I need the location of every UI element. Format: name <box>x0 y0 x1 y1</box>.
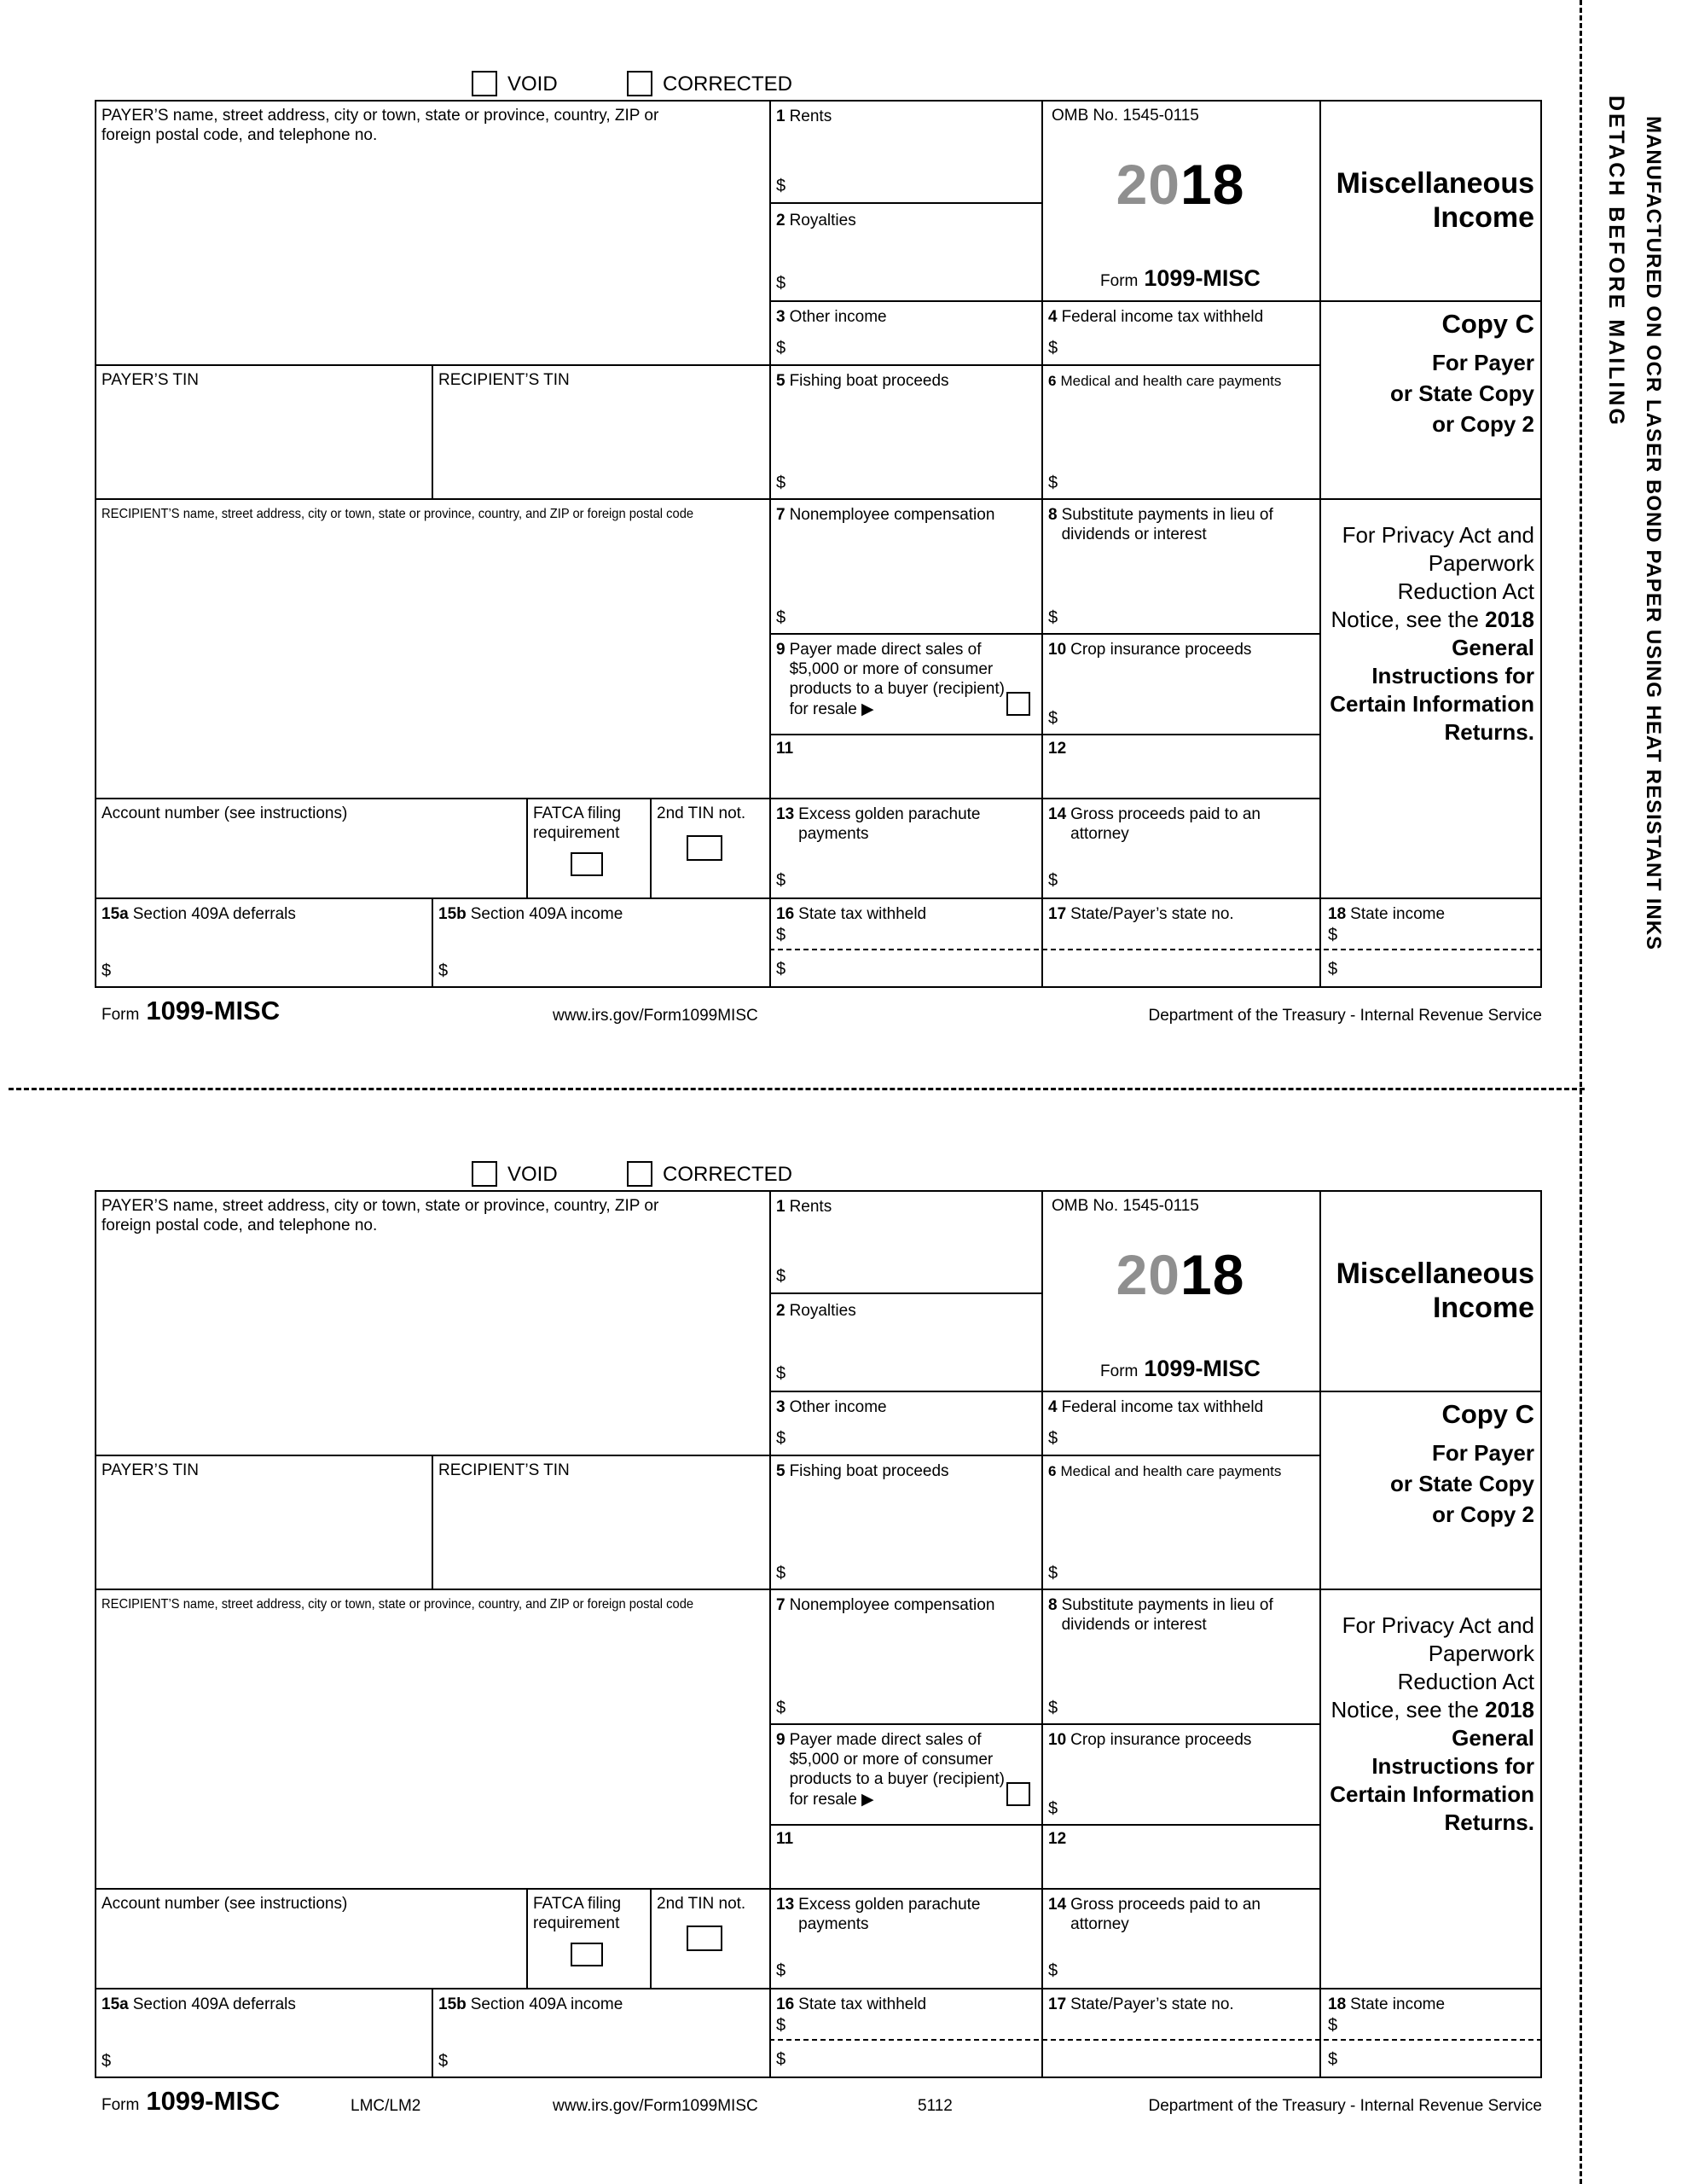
box13-text: Excess golden parachute payments <box>798 1896 981 1934</box>
copy-line: or Copy 2 <box>1432 1501 1534 1527</box>
corrected-checkbox[interactable] <box>627 71 652 96</box>
copy-line: or State Copy <box>1389 1470 1534 1496</box>
box9-number: 9 <box>776 1731 786 1749</box>
payer-tin-label: PAYER’S TIN <box>101 371 200 389</box>
copy-title: Copy C <box>1441 309 1534 339</box>
box3-label <box>776 307 1032 327</box>
grid-line <box>432 1988 433 2078</box>
state-entry-dashed-line <box>769 949 1542 950</box>
form-title-line2: Income <box>1432 1292 1534 1325</box>
dollar-sign: $ <box>776 339 786 357</box>
copy-title: Copy C <box>1441 1399 1534 1429</box>
box6-text: Medical and health care payments <box>1060 373 1282 389</box>
tax-year <box>1041 153 1319 216</box>
copy-line: For Payer <box>1432 1440 1534 1466</box>
box18-text: State income <box>1350 1995 1446 2013</box>
box15b-number: 15b <box>438 905 467 923</box>
box10-number: 10 <box>1048 641 1067 659</box>
box8-text: Substitute payments in lieu of dividends or interest <box>1061 506 1273 544</box>
fatca-label: FATCA filing requirement <box>533 804 622 842</box>
dollar-sign: $ <box>776 1429 786 1448</box>
box10-text: Crop insurance proceeds <box>1070 1731 1252 1749</box>
form-number-header <box>1041 1356 1319 1382</box>
box7-number: 7 <box>776 1596 786 1614</box>
second-tin-checkbox[interactable] <box>687 1926 722 1951</box>
box14-label <box>1048 1895 1287 1934</box>
privacy-notice <box>1323 1612 1534 1837</box>
box15a-label <box>101 904 417 924</box>
omb-number: OMB No. 1545-0115 <box>1052 107 1199 125</box>
grid-line <box>1319 100 1321 988</box>
box16-label <box>776 904 1032 924</box>
dollar-sign: $ <box>776 1961 786 1980</box>
box4-number: 4 <box>1048 1398 1058 1416</box>
box8-label <box>1048 1595 1311 1635</box>
box12-number: 12 <box>1048 1830 1067 1848</box>
grid-line <box>432 1455 433 1589</box>
box10-number: 10 <box>1048 1731 1067 1749</box>
box6-number: 6 <box>1048 373 1057 389</box>
footer-form-word: Form <box>101 1006 140 1024</box>
box5-label <box>776 1461 1032 1481</box>
box2-text: Royalties <box>789 1302 856 1320</box>
form-number: 1099-MISC <box>1144 1356 1261 1381</box>
dollar-sign: $ <box>1328 960 1338 979</box>
box3-label <box>776 1397 1032 1417</box>
void-label: VOID <box>507 1163 558 1186</box>
box16-number: 16 <box>776 905 795 923</box>
box17-number: 17 <box>1048 905 1067 923</box>
dollar-sign: $ <box>1048 1564 1058 1583</box>
box5-label <box>776 371 1032 391</box>
box9-text: Payer made direct sales of $5,000 or more of consumer products to a buyer (recipient) for resale ▶ <box>789 641 1005 718</box>
box6-label <box>1048 373 1314 391</box>
payer-tin-label: PAYER’S TIN <box>101 1461 200 1479</box>
privacy-bold-text: 2018 General Instructions for Certain Information Returns. <box>1330 1697 1534 1836</box>
box15b-label <box>438 904 754 924</box>
box2-label <box>776 1301 1032 1321</box>
box9-text: Payer made direct sales of $5,000 or more of consumer products to a buyer (recipient) for resale ▶ <box>789 1731 1005 1809</box>
dollar-sign: $ <box>776 177 786 195</box>
box13-label <box>776 804 1008 844</box>
dollar-sign: $ <box>1328 2016 1338 2035</box>
box16-text: State tax withheld <box>798 1995 927 2013</box>
dollar-sign: $ <box>776 1267 786 1286</box>
box11-number: 11 <box>776 740 794 758</box>
copy-line: or Copy 2 <box>1432 410 1534 437</box>
box7-text: Nonemployee compensation <box>789 1596 995 1614</box>
privacy-text: For Privacy Act and Paperwork Reduction Act Notice, see the <box>1330 1612 1534 1723</box>
grid-line <box>95 364 1319 366</box>
grid-line <box>769 633 1319 635</box>
dollar-sign: $ <box>776 960 786 979</box>
box14-number: 14 <box>1048 805 1067 823</box>
account-number-label: Account number (see instructions) <box>101 1895 348 1913</box>
dollar-sign: $ <box>101 2052 112 2071</box>
box18-number: 18 <box>1328 1995 1347 2013</box>
direct-sales-checkbox[interactable] <box>1006 1782 1030 1806</box>
grid-line <box>769 1292 1041 1294</box>
paper-manufacture-text: MANUFACTURED ON OCR LASER BOND PAPER USING HEAT RESISTANT INKS <box>1642 116 1665 951</box>
dollar-sign: $ <box>438 2052 449 2071</box>
box5-number: 5 <box>776 372 786 390</box>
fatca-label: FATCA filing requirement <box>533 1895 622 1932</box>
corrected-label: CORRECTED <box>663 73 793 96</box>
footer-form-number <box>101 996 280 1026</box>
grid-line <box>526 798 528 897</box>
box13-number: 13 <box>776 1896 795 1914</box>
box17-number: 17 <box>1048 1995 1067 2013</box>
box6-label <box>1048 1463 1314 1481</box>
omb-number: OMB No. 1545-0115 <box>1052 1197 1199 1215</box>
box10-label <box>1048 1730 1314 1750</box>
form-word: Form <box>1100 1362 1139 1380</box>
dollar-sign: $ <box>776 274 786 293</box>
footer-irs-url: www.irs.gov/Form1099MISC <box>553 2097 758 2115</box>
box4-number: 4 <box>1048 308 1058 326</box>
void-checkbox[interactable] <box>472 1161 497 1187</box>
grid-line <box>769 734 1319 735</box>
box2-number: 2 <box>776 212 786 229</box>
box15a-text: Section 409A deferrals <box>132 905 296 923</box>
box3-text: Other income <box>789 1398 887 1416</box>
box13-label <box>776 1895 1008 1934</box>
box3-number: 3 <box>776 308 786 326</box>
box10-text: Crop insurance proceeds <box>1070 641 1252 659</box>
box3-text: Other income <box>789 308 887 326</box>
box18-text: State income <box>1350 905 1446 923</box>
grid-line <box>95 498 1542 500</box>
box16-text: State tax withheld <box>798 905 927 923</box>
footer-print-code: LMC/LM2 <box>351 2097 421 2115</box>
box15a-number: 15a <box>101 1995 129 2013</box>
box4-label <box>1048 307 1314 327</box>
box18-label <box>1328 904 1538 924</box>
box2-number: 2 <box>776 1302 786 1320</box>
grid-line <box>650 1888 652 1988</box>
grid-line <box>432 364 433 498</box>
privacy-notice <box>1323 521 1534 746</box>
box18-number: 18 <box>1328 905 1347 923</box>
year-prefix: 20 <box>1116 153 1180 216</box>
fatca-checkbox[interactable] <box>571 852 603 876</box>
grid-line <box>769 1190 771 2078</box>
form-title-line2: Income <box>1432 201 1534 235</box>
box15a-number: 15a <box>101 905 129 923</box>
box17-label <box>1048 904 1314 924</box>
box1-text: Rents <box>789 107 832 125</box>
box4-text: Federal income tax withheld <box>1061 1398 1264 1416</box>
box2-label <box>776 211 1032 230</box>
box12-label <box>1048 739 1066 758</box>
box1-text: Rents <box>789 1198 832 1216</box>
box8-number: 8 <box>1048 506 1058 524</box>
copy-designation <box>1326 309 1534 440</box>
box4-text: Federal income tax withheld <box>1061 308 1264 326</box>
box15a-text: Section 409A deferrals <box>132 1995 296 2013</box>
box15b-label <box>438 1995 754 2014</box>
perforation-line-horizontal <box>9 1088 1585 1090</box>
tax-year <box>1041 1243 1319 1306</box>
box13-text: Excess golden parachute payments <box>798 805 981 844</box>
box14-text: Gross proceeds paid to an attorney <box>1070 805 1261 844</box>
box7-text: Nonemployee compensation <box>789 506 995 524</box>
fatca-checkbox[interactable] <box>571 1943 603 1966</box>
box1-label <box>776 107 1032 126</box>
box5-number: 5 <box>776 1462 786 1480</box>
box6-text: Medical and health care payments <box>1060 1463 1282 1479</box>
copy-line: For Payer <box>1432 350 1534 375</box>
box14-text: Gross proceeds paid to an attorney <box>1070 1896 1261 1934</box>
box17-text: State/Payer’s state no. <box>1070 1995 1234 2013</box>
dollar-sign: $ <box>1328 926 1338 944</box>
box12-number: 12 <box>1048 740 1067 758</box>
box7-number: 7 <box>776 506 786 524</box>
form-word: Form <box>1100 272 1139 290</box>
box14-label <box>1048 804 1287 844</box>
payer-info-label: PAYER’S name, street address, city or town, state or province, country, ZIP or foreign postal code, and telephone no. <box>101 1197 659 1234</box>
dollar-sign: $ <box>101 961 112 980</box>
void-checkbox[interactable] <box>472 71 497 96</box>
box10-label <box>1048 640 1314 659</box>
account-number-label: Account number (see instructions) <box>101 804 348 822</box>
footer-form-number <box>101 2086 280 2117</box>
box1-number: 1 <box>776 1198 786 1216</box>
box15b-number: 15b <box>438 1995 467 2013</box>
grid-line <box>95 897 1542 899</box>
dollar-sign: $ <box>776 926 786 944</box>
dollar-sign: $ <box>1048 608 1058 627</box>
year-suffix: 18 <box>1180 153 1245 216</box>
box3-number: 3 <box>776 1398 786 1416</box>
recipient-tin-label: RECIPIENT’S TIN <box>438 1461 570 1479</box>
dollar-sign: $ <box>776 871 786 890</box>
dollar-sign: $ <box>776 1364 786 1383</box>
dollar-sign: $ <box>776 2016 786 2035</box>
box2-text: Royalties <box>789 212 856 229</box>
box18-label <box>1328 1995 1538 2014</box>
footer-form-name: 1099-MISC <box>146 996 281 1025</box>
box9-label <box>776 1730 1005 1809</box>
privacy-text: For Privacy Act and Paperwork Reduction Act Notice, see the <box>1330 522 1534 633</box>
box9-label <box>776 640 1005 719</box>
dollar-sign: $ <box>1048 1961 1058 1980</box>
box11-number: 11 <box>776 1830 794 1848</box>
footer-form-name: 1099-MISC <box>146 2086 281 2116</box>
box8-label <box>1048 505 1311 544</box>
perforation-line-vertical <box>1580 0 1582 2184</box>
dollar-sign: $ <box>1328 2050 1338 2069</box>
dollar-sign: $ <box>438 961 449 980</box>
payer-info-label: PAYER’S name, street address, city or town, state or province, country, ZIP or foreign postal code, and telephone no. <box>101 107 659 144</box>
footer-department: Department of the Treasury - Internal Revenue Service <box>1148 2097 1542 2115</box>
form-copy-1 <box>95 71 1546 1035</box>
grid-line <box>1041 100 1043 988</box>
grid-line <box>769 1723 1319 1725</box>
void-label: VOID <box>507 73 558 96</box>
grid-line <box>1319 1190 1321 2078</box>
box15a-label <box>101 1995 417 2014</box>
footer-department: Department of the Treasury - Internal Revenue Service <box>1148 1007 1542 1025</box>
box15b-text: Section 409A income <box>470 1995 623 2013</box>
dollar-sign: $ <box>1048 473 1058 492</box>
dollar-sign: $ <box>776 2050 786 2069</box>
state-entry-dashed-line <box>769 2039 1542 2041</box>
box16-label <box>776 1995 1032 2014</box>
copy-line: or State Copy <box>1389 380 1534 406</box>
recipient-info-label: RECIPIENT’S name, street address, city or town, state or province, country, and ZIP or foreign postal code <box>101 507 694 521</box>
box17-label <box>1048 1995 1314 2014</box>
grid-line <box>769 202 1041 204</box>
form-number-header <box>1041 265 1319 292</box>
direct-sales-checkbox[interactable] <box>1006 692 1030 716</box>
grid-line <box>1041 1190 1043 2078</box>
grid-line <box>95 1988 1542 1989</box>
box9-number: 9 <box>776 641 786 659</box>
grid-line <box>95 798 1319 799</box>
form-title-line1: Miscellaneous <box>1336 167 1534 200</box>
grid-line <box>769 300 1542 302</box>
recipient-tin-label: RECIPIENT’S TIN <box>438 371 570 389</box>
form-title <box>1326 166 1534 235</box>
dollar-sign: $ <box>1048 871 1058 890</box>
dollar-sign: $ <box>1048 339 1058 357</box>
copy-designation <box>1326 1399 1534 1531</box>
grid-line <box>769 1391 1542 1392</box>
second-tin-label: 2nd TIN not. <box>657 804 746 822</box>
box5-text: Fishing boat proceeds <box>789 1462 949 1480</box>
box14-number: 14 <box>1048 1896 1067 1914</box>
footer-stock-number: 5112 <box>918 2097 953 2115</box>
corrected-label: CORRECTED <box>663 1163 793 1186</box>
year-suffix: 18 <box>1180 1243 1245 1306</box>
footer-form-word: Form <box>101 2096 140 2114</box>
box16-number: 16 <box>776 1995 795 2013</box>
second-tin-label: 2nd TIN not. <box>657 1895 746 1913</box>
grid-line <box>95 1589 1542 1590</box>
grid-line <box>95 1455 1319 1456</box>
dollar-sign: $ <box>776 473 786 492</box>
grid-line <box>526 1888 528 1988</box>
recipient-info-label: RECIPIENT’S name, street address, city or town, state or province, country, and ZIP or foreign postal code <box>101 1597 694 1612</box>
form-copy-2 <box>95 1161 1546 2125</box>
dollar-sign: $ <box>776 1699 786 1717</box>
dollar-sign: $ <box>776 1564 786 1583</box>
dollar-sign: $ <box>1048 1799 1058 1818</box>
form-title-line1: Miscellaneous <box>1336 1258 1534 1290</box>
box5-text: Fishing boat proceeds <box>789 372 949 390</box>
box7-label <box>776 505 1032 525</box>
box11-label <box>776 739 793 758</box>
box8-number: 8 <box>1048 1596 1058 1614</box>
box8-text: Substitute payments in lieu of dividends or interest <box>1061 1596 1273 1635</box>
box15b-text: Section 409A income <box>470 905 623 923</box>
box12-label <box>1048 1829 1066 1849</box>
box7-label <box>776 1595 1032 1615</box>
grid-line <box>769 1824 1319 1826</box>
dollar-sign: $ <box>776 608 786 627</box>
year-prefix: 20 <box>1116 1243 1180 1306</box>
grid-line <box>432 897 433 988</box>
box1-number: 1 <box>776 107 786 125</box>
dollar-sign: $ <box>1048 709 1058 728</box>
dollar-sign: $ <box>1048 1699 1058 1717</box>
box13-number: 13 <box>776 805 795 823</box>
detach-before-mailing-text: DETACH BEFORE MAILING <box>1604 96 1628 427</box>
form-number: 1099-MISC <box>1144 265 1261 291</box>
dollar-sign: $ <box>1048 1429 1058 1448</box>
box17-text: State/Payer’s state no. <box>1070 905 1234 923</box>
grid-line <box>650 798 652 897</box>
privacy-bold-text: 2018 General Instructions for Certain Information Returns. <box>1330 607 1534 746</box>
box4-label <box>1048 1397 1314 1417</box>
box11-label <box>776 1829 793 1849</box>
grid-line <box>769 100 771 988</box>
box6-number: 6 <box>1048 1463 1057 1479</box>
second-tin-checkbox[interactable] <box>687 835 722 861</box>
box1-label <box>776 1197 1032 1217</box>
form-title <box>1326 1257 1534 1325</box>
grid-line <box>95 1888 1319 1890</box>
corrected-checkbox[interactable] <box>627 1161 652 1187</box>
footer-irs-url: www.irs.gov/Form1099MISC <box>553 1007 758 1025</box>
